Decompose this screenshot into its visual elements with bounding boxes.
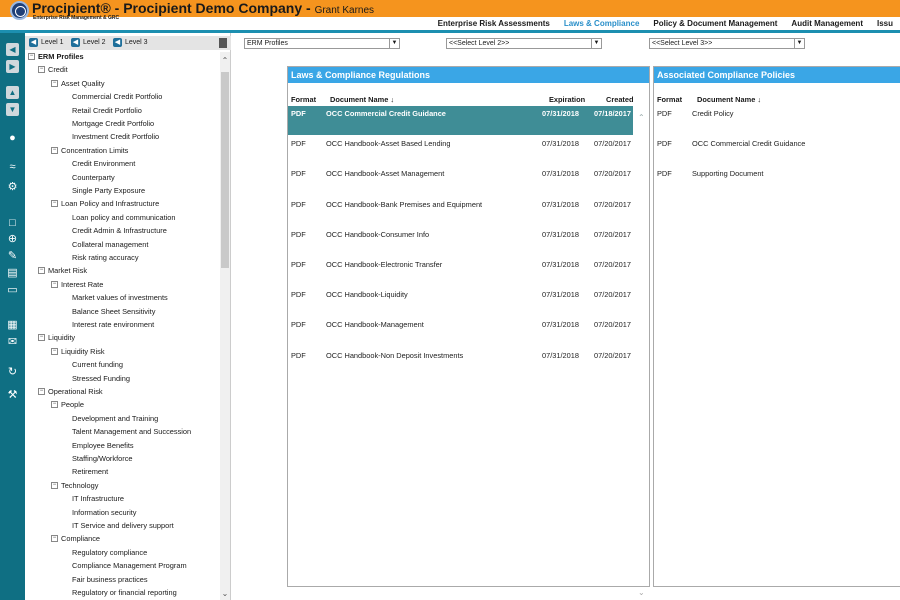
tree-node-label: IT Infrastructure [72, 494, 125, 504]
tree-node[interactable] [72, 467, 108, 476]
level-3-select[interactable]: <<Select Level 3>> ▼ [649, 38, 805, 49]
cell-format: PDF [291, 229, 306, 239]
tree-node[interactable] [51, 534, 100, 543]
tree-node[interactable] [72, 159, 135, 168]
tree-node-label: Market values of investments [72, 293, 168, 303]
level-1-icon: ◀ [30, 39, 37, 46]
tree-node[interactable] [51, 79, 105, 88]
tree-node-label: Credit [48, 65, 68, 75]
folder-icon[interactable]: □ [9, 217, 16, 229]
cell-name[interactable]: OCC Handbook-Asset Management [326, 169, 445, 179]
scroll-down-icon[interactable]: ⌄ [221, 589, 229, 598]
tab-policy-document-management[interactable]: Policy & Document Management [653, 19, 778, 28]
tab-audit-management[interactable]: Audit Management [791, 19, 863, 28]
table-row[interactable] [288, 136, 633, 165]
tree-node-label: Counterparty [72, 172, 115, 182]
brand-title: Procipient® - Procipient Demo Company - Grant Karnes [32, 0, 375, 16]
cell-created: 07/20/2017 [594, 139, 631, 149]
cell-expiration: 07/31/2018 [542, 290, 579, 300]
tree-node-label: Commercial Credit Portfolio [72, 92, 163, 102]
tree-node-label: Retirement [72, 467, 109, 477]
col-expiration[interactable]: Expiration [549, 95, 586, 104]
tree-node-label: Liquidity [48, 333, 76, 343]
tree-node-label: Fair business practices [72, 574, 148, 584]
tree-node[interactable] [38, 266, 87, 275]
col-created[interactable]: Created [606, 95, 634, 104]
cell-format: PDF [291, 350, 306, 360]
tree-node-label: Mortgage Credit Portfolio [72, 119, 155, 128]
app-header [0, 0, 900, 31]
table-row[interactable] [654, 136, 900, 165]
tree-node[interactable] [72, 173, 115, 182]
col-format[interactable]: Format [657, 95, 683, 104]
tree-node[interactable] [72, 508, 137, 517]
cell-name[interactable]: OCC Commercial Credit Guidance [692, 139, 806, 149]
level-2-button[interactable]: ◀ Level 2 [72, 39, 106, 46]
tree-node-label: IT Service and delivery support [72, 521, 174, 530]
edit-icon[interactable]: ✎ [7, 250, 18, 262]
expand-right-icon[interactable]: ▶ [6, 60, 19, 73]
tree-node-label: Risk rating accuracy [72, 253, 139, 262]
chevron-down-icon: ▼ [794, 39, 804, 48]
cell-name[interactable]: OCC Handbook-Bank Premises and Equipment [326, 199, 483, 209]
table-row[interactable] [288, 166, 633, 195]
tree-node-label: Loan Policy and Infrastructure [61, 199, 160, 209]
tree-node-label: Asset Quality [61, 78, 105, 88]
tab-enterprise-risk-assessments[interactable]: Enterprise Risk Assessments [437, 19, 550, 28]
level-1-button[interactable]: ◀ Level 1 [30, 39, 64, 46]
table-row[interactable] [654, 166, 900, 195]
table-row[interactable] [288, 197, 633, 226]
cell-name[interactable]: OCC Handbook-Electronic Transfer [326, 260, 443, 269]
tree-node[interactable] [38, 333, 75, 342]
tree-node[interactable] [72, 320, 154, 329]
tree-node[interactable] [72, 106, 142, 115]
tree-node-label: Retail Credit Portfolio [72, 105, 142, 115]
tree-node[interactable] [72, 454, 133, 463]
table-row[interactable] [288, 348, 633, 377]
collapse-toggle-icon[interactable]: − [52, 347, 57, 354]
tree-node-label: Market Risk [48, 266, 88, 276]
cell-created: 07/20/2017 [594, 199, 631, 209]
collapse-toggle-icon[interactable]: − [52, 79, 57, 86]
laws-scrollbar[interactable] [636, 105, 649, 597]
arrow-up-icon[interactable]: ▲ [6, 86, 19, 99]
tree-node[interactable] [72, 226, 167, 235]
rss-icon[interactable]: ≈ [9, 161, 16, 173]
cell-created: 07/20/2017 [594, 350, 631, 360]
tree-node-label: Development and Training [72, 413, 159, 423]
cell-format: PDF [291, 109, 306, 118]
tab-issues[interactable]: Issu [876, 19, 893, 28]
tree-node-label: Balance Sheet Sensitivity [72, 306, 156, 316]
tree-node-label: Credit Admin & Infrastructure [72, 226, 167, 236]
collapse-toggle-icon[interactable]: − [39, 66, 44, 73]
scroll-thumb[interactable] [221, 72, 229, 268]
scroll-up-icon[interactable]: ⌃ [638, 113, 645, 122]
cell-created: 07/20/2017 [594, 290, 631, 300]
user-name: Grant Karnes [314, 5, 375, 16]
scroll-down-icon[interactable]: ⌄ [638, 588, 645, 597]
collapse-toggle-icon[interactable]: − [52, 200, 57, 207]
collapse-toggle-icon[interactable]: − [52, 280, 57, 287]
cell-expiration: 07/31/2018 [542, 109, 579, 118]
level-3-icon: ◀ [114, 39, 121, 46]
tree-node[interactable] [51, 199, 159, 208]
table-row[interactable] [654, 106, 900, 135]
scroll-up-icon[interactable]: ⌃ [221, 56, 229, 65]
collapse-left-icon[interactable]: ◀ [6, 43, 19, 56]
tree-scrollbar[interactable] [220, 52, 230, 600]
cell-created: 07/20/2017 [594, 320, 631, 330]
cell-created: 07/18/2017 [594, 109, 631, 118]
document-icon[interactable]: ▤ [7, 267, 18, 279]
cell-name[interactable]: Credit Policy [692, 109, 734, 118]
tree-node[interactable] [51, 347, 105, 356]
globe-logo-icon [10, 1, 29, 20]
tree-node[interactable] [72, 414, 158, 423]
collapse-toggle-icon[interactable]: − [52, 401, 57, 408]
tree-node-label: Investment Credit Portfolio [72, 132, 160, 142]
tree-node[interactable] [72, 92, 162, 101]
collapse-toggle-icon[interactable]: − [52, 535, 57, 542]
tree-node-label: Interest Rate [61, 279, 104, 289]
col-document-name[interactable]: Document Name ↓ [697, 95, 762, 104]
cell-format: PDF [291, 320, 306, 330]
cell-format: PDF [291, 260, 306, 269]
cell-expiration: 07/31/2018 [542, 260, 579, 269]
file-icon[interactable]: ▭ [7, 284, 18, 296]
cell-expiration: 07/31/2018 [542, 320, 579, 330]
cell-format: PDF [291, 139, 306, 149]
cell-expiration: 07/31/2018 [542, 169, 579, 179]
tree-node-label: Compliance Management Program [72, 561, 187, 571]
tree-node[interactable] [72, 521, 174, 530]
tree-node[interactable] [51, 481, 98, 490]
tree-node-label: Technology [61, 480, 99, 490]
tree-node[interactable] [72, 441, 134, 450]
tree-node-label: Operational Risk [48, 387, 103, 396]
cell-expiration: 07/31/2018 [542, 350, 579, 360]
tree-node[interactable] [72, 186, 145, 195]
wrench-icon[interactable]: ⚒ [7, 389, 18, 401]
tree-node-label: Staffing/Workforce [72, 454, 133, 463]
tree-node[interactable] [72, 240, 148, 249]
tree-node[interactable] [72, 360, 123, 369]
tree-node[interactable] [51, 280, 103, 289]
policies-panel-title: Associated Compliance Policies [654, 67, 900, 83]
cell-name[interactable]: Supporting Document [692, 169, 764, 179]
tree-node-label: Single Party Exposure [72, 186, 146, 195]
col-document-name[interactable]: Document Name ↓ [330, 95, 395, 104]
tree-node[interactable] [28, 52, 84, 61]
table-row[interactable] [288, 317, 633, 346]
cell-format: PDF [657, 169, 672, 179]
tree-node[interactable] [72, 494, 124, 503]
tree-node[interactable] [72, 561, 187, 570]
table-row[interactable] [288, 227, 633, 256]
tree-node-label: Information security [72, 507, 137, 517]
cell-format: PDF [291, 199, 306, 209]
tree-node-label: Talent Management and Succession [72, 427, 192, 437]
tree-node[interactable] [51, 146, 128, 155]
level-2-icon: ◀ [72, 39, 79, 46]
policies-panel [653, 66, 900, 587]
level-toolbar [25, 36, 231, 50]
collapse-toggle-icon[interactable]: − [52, 481, 57, 488]
tree-node[interactable] [72, 548, 147, 557]
cell-format: PDF [291, 290, 306, 300]
cell-format: PDF [657, 139, 672, 149]
tree-node-label: ERM Profiles [38, 52, 84, 61]
cell-created: 07/20/2017 [594, 260, 631, 269]
tree-node-label: Collateral management [72, 239, 149, 249]
tree-node-label: Employee Benefits [72, 440, 134, 450]
tree-node[interactable] [38, 65, 68, 74]
cell-expiration: 07/31/2018 [542, 229, 579, 239]
cell-format: PDF [291, 169, 306, 179]
cell-created: 07/20/2017 [594, 229, 631, 239]
tree-node[interactable] [72, 588, 177, 597]
tree-node[interactable] [72, 575, 148, 584]
tree-node-label: Regulatory or financial reporting [72, 588, 177, 597]
chevron-down-icon: ▼ [389, 39, 399, 48]
user-icon[interactable]: ● [9, 132, 16, 144]
tree-node-label: Loan policy and communication [72, 212, 176, 222]
table-row[interactable] [288, 257, 633, 286]
tree-node[interactable] [72, 119, 154, 128]
cell-name[interactable]: OCC Handbook-Management [326, 320, 424, 330]
tree-node[interactable] [51, 400, 84, 409]
tree-node-label: Current funding [72, 360, 123, 370]
laws-panel [287, 66, 650, 597]
cell-name[interactable]: OCC Handbook-Non Deposit Investments [326, 350, 464, 360]
icon-sidebar [0, 33, 25, 600]
cell-created: 07/20/2017 [594, 169, 631, 179]
collapse-toggle-icon[interactable]: − [52, 146, 57, 153]
tree-node-label: Liquidity Risk [61, 346, 105, 356]
level-1-select[interactable]: ERM Profiles ▼ [244, 38, 400, 49]
cell-name[interactable]: OCC Commercial Credit Guidance [326, 109, 446, 118]
tree-node-label: Interest rate environment [72, 320, 155, 329]
tree-node[interactable] [72, 293, 168, 302]
tree-node-label: Regulatory compliance [72, 547, 148, 557]
arrow-down-icon[interactable]: ▼ [6, 103, 19, 116]
document-icon[interactable] [219, 38, 227, 48]
col-format[interactable]: Format [291, 95, 317, 104]
cell-expiration: 07/31/2018 [542, 139, 579, 149]
tree-node[interactable] [72, 213, 176, 222]
brand-tagline: Enterprise Risk Management & GRC [33, 15, 120, 21]
level-2-select[interactable]: <<Select Level 2>> ▼ [446, 38, 602, 49]
collapse-toggle-icon[interactable]: − [39, 267, 44, 274]
add-document-icon[interactable]: ⊕ [7, 233, 18, 245]
profile-tree-panel [25, 33, 231, 600]
tree-node-label: Stressed Funding [72, 373, 130, 383]
tree-node-label: Credit Environment [72, 159, 136, 169]
tree-node[interactable] [72, 427, 191, 436]
tree-node-label: Concentration Limits [61, 145, 129, 155]
tree-node[interactable] [72, 374, 130, 383]
tree-node[interactable] [72, 253, 139, 262]
collapse-toggle-icon[interactable]: − [39, 388, 44, 394]
collapse-toggle-icon[interactable]: − [29, 53, 34, 59]
tree-node[interactable] [72, 132, 159, 141]
tab-laws-compliance[interactable]: Laws & Compliance [563, 19, 640, 28]
collapse-toggle-icon[interactable]: − [39, 334, 44, 341]
chevron-down-icon: ▼ [591, 39, 601, 48]
mail-icon[interactable]: ✉ [7, 336, 18, 348]
table-row[interactable] [288, 106, 633, 135]
cell-name[interactable]: OCC Handbook-Liquidity [326, 290, 408, 300]
cell-name[interactable]: OCC Handbook-Asset Based Lending [326, 139, 451, 149]
tree-node-label: Compliance [61, 534, 101, 544]
tree-node[interactable] [72, 307, 155, 316]
cell-format: PDF [657, 109, 672, 118]
tree-node[interactable] [38, 387, 103, 396]
table-row[interactable] [288, 287, 633, 316]
calendar-icon[interactable]: ▦ [7, 319, 18, 331]
refresh-icon[interactable]: ↻ [7, 366, 18, 378]
level-3-button[interactable]: ◀ Level 3 [114, 39, 148, 46]
cell-name[interactable]: OCC Handbook-Consumer Info [326, 229, 430, 239]
tree-node-label: People [61, 400, 85, 410]
laws-panel-title: Laws & Compliance Regulations [288, 67, 649, 83]
gear-icon[interactable]: ⚙ [7, 181, 18, 193]
cell-expiration: 07/31/2018 [542, 199, 579, 209]
